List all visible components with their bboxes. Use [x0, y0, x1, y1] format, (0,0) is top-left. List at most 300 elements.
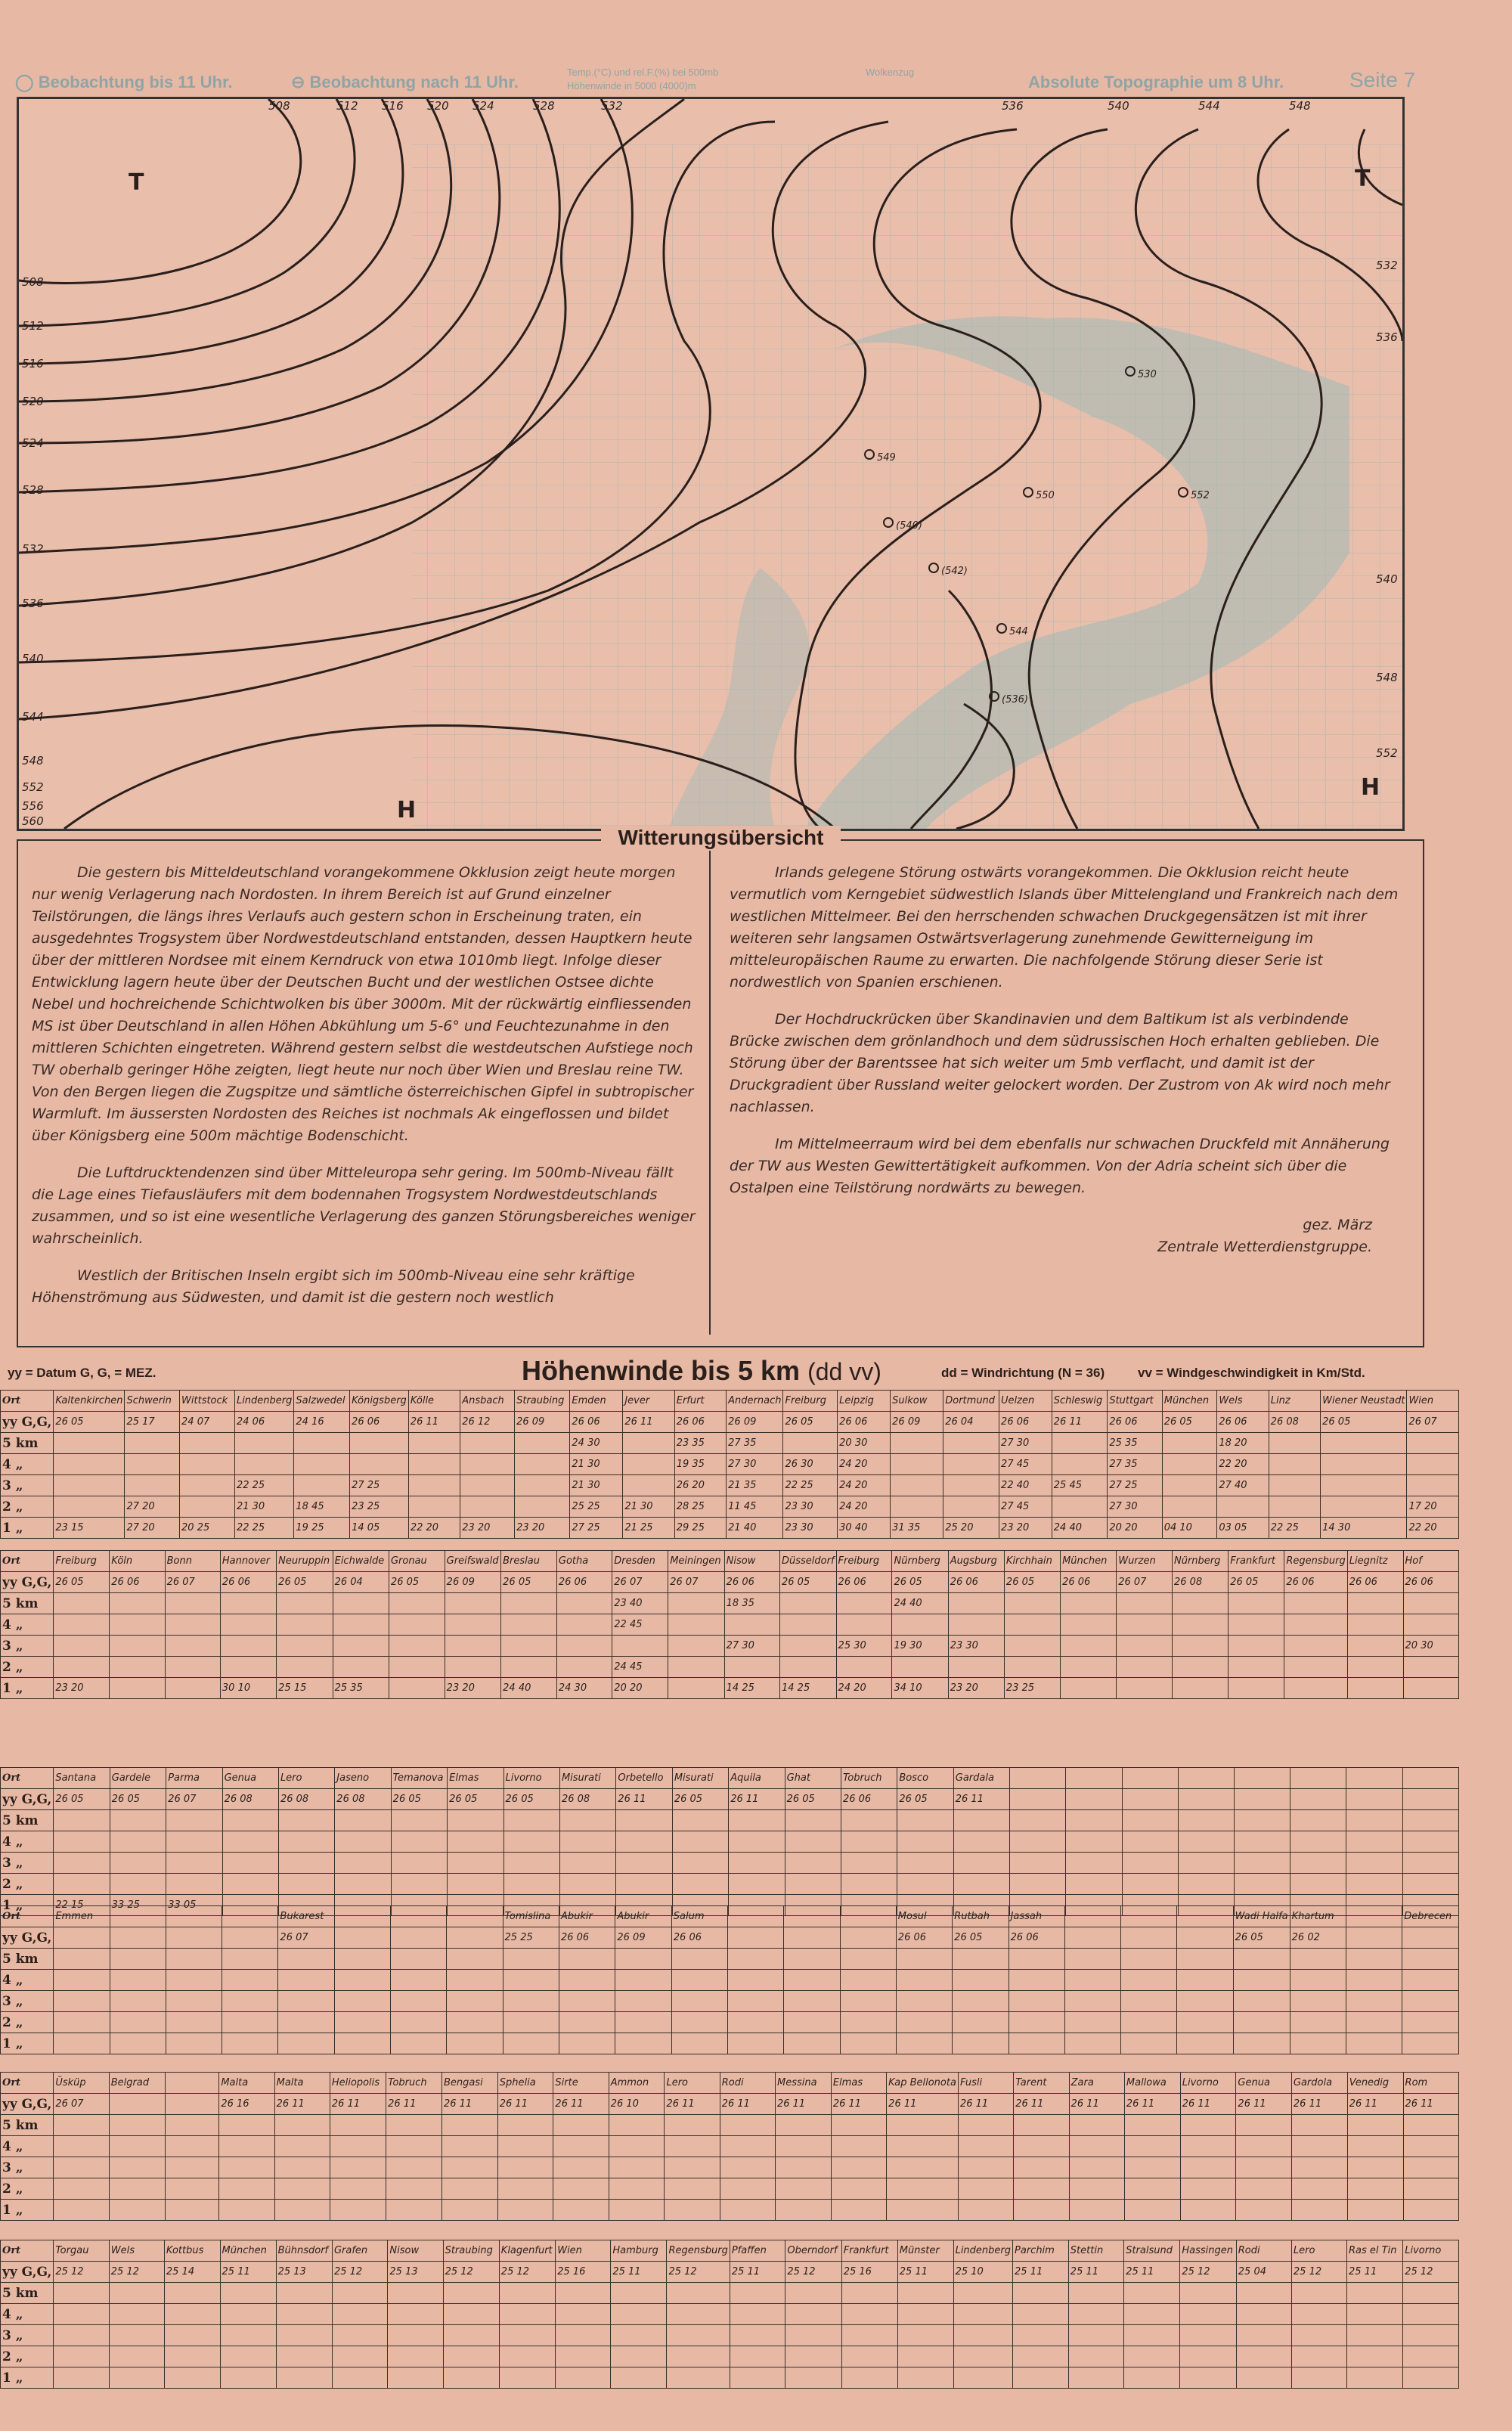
wind-value [1346, 1810, 1402, 1831]
wind-value [616, 1874, 672, 1895]
wind-value [720, 2157, 775, 2178]
wind-value [350, 1433, 409, 1454]
wind-value [1403, 2283, 1459, 2304]
wind-value: 27 30 [999, 1433, 1052, 1454]
station-name [1346, 1906, 1402, 1927]
wind-value [234, 1454, 293, 1475]
wind-value [1124, 2178, 1180, 2200]
wind-value [1180, 2283, 1236, 2304]
station-name: Wels [109, 2240, 164, 2262]
station-date: 25 11 [897, 2262, 953, 2283]
wind-value: 18 20 [1217, 1433, 1269, 1454]
wind-value [1066, 1831, 1122, 1853]
wind-value [1347, 2157, 1403, 2178]
wind-value [54, 1657, 110, 1678]
table-row [1, 1475, 1459, 1496]
station-date: 26 11 [887, 2094, 959, 2115]
row-label: 3 „ [1, 2325, 54, 2346]
station-date: 26 06 [110, 1572, 165, 1593]
station-value: (540) [896, 520, 922, 532]
wind-value [447, 1970, 503, 1991]
row-label: yy G,G, [1, 2094, 54, 2115]
wind-value [408, 1496, 460, 1518]
contour-label-top: 544 [1198, 99, 1220, 113]
row-label: Ort [1, 1551, 54, 1572]
station-date [784, 1927, 840, 1949]
table-row [1, 1593, 1459, 1614]
table-row [1, 1768, 1459, 1789]
wind-value [389, 1657, 445, 1678]
station-name: Tobruch [386, 2073, 442, 2094]
station-name: Rodi [720, 2073, 775, 2094]
wind-value: 14 25 [780, 1678, 837, 1699]
wind-value [665, 2157, 720, 2178]
wind-value [1180, 2157, 1236, 2178]
wind-value [443, 2367, 499, 2389]
wind-value [515, 1475, 570, 1496]
station-date: 26 07 [668, 1572, 724, 1593]
wind-value [442, 2200, 497, 2221]
wind-value [780, 1657, 837, 1678]
wind-value [831, 2157, 886, 2178]
station-date: 25 11 [1124, 2262, 1180, 2283]
wind-value: 24 45 [612, 1657, 668, 1678]
wind-value [1177, 2033, 1233, 2054]
station-date: 25 12 [785, 2262, 841, 2283]
wind-value [668, 1593, 724, 1614]
wind-value: 27 20 [125, 1496, 180, 1518]
station-name: Ansbach [460, 1391, 515, 1412]
summary-left-column [32, 862, 697, 1324]
wind-value [1014, 2157, 1069, 2178]
wind-value [220, 1657, 276, 1678]
station-date: 26 07 [1407, 1412, 1459, 1433]
station-date [1064, 1927, 1120, 1949]
weather-map [17, 97, 1405, 831]
wind-value: 23 25 [350, 1496, 409, 1518]
wind-value [667, 2325, 730, 2346]
contour-label-left: 524 [22, 436, 44, 450]
wind-value [953, 1991, 1009, 2012]
wind-value [54, 2325, 109, 2346]
wind-value [388, 2325, 443, 2346]
wind-value [110, 1657, 165, 1678]
wind-value [1009, 1970, 1064, 1991]
wind-value [831, 2136, 886, 2157]
station-name: Santana [54, 1768, 110, 1789]
wind-value [953, 1810, 1009, 1831]
wind-value [125, 1433, 180, 1454]
station-name: Köln [110, 1551, 165, 1572]
wind-value [443, 2304, 499, 2325]
wind-value [729, 1831, 785, 1853]
wind-value [1284, 1678, 1347, 1699]
wind-value [391, 2012, 447, 2033]
wind-value [278, 1991, 334, 2012]
wind-value: 17 20 [1407, 1496, 1459, 1518]
wind-value [953, 1949, 1009, 1970]
row-label: 2 „ [1, 2346, 54, 2367]
station-date: 26 06 [1403, 1572, 1458, 1593]
wind-value [166, 1874, 222, 1895]
station-date: 26 06 [999, 1412, 1052, 1433]
wind-value [501, 1614, 557, 1636]
wind-value [333, 1657, 389, 1678]
wind-value [1122, 1853, 1178, 1874]
wind-value [1014, 2136, 1069, 2157]
wind-value [389, 1678, 445, 1699]
station-date: 25 12 [109, 2262, 164, 2283]
station-date: 26 06 [1284, 1572, 1347, 1593]
wind-value [1180, 2115, 1236, 2136]
wind-value [54, 2115, 109, 2136]
wind-value [556, 2283, 611, 2304]
wind-value [785, 1853, 841, 1874]
station-date: 26 06 [948, 1572, 1004, 1593]
wind-value [1172, 1657, 1228, 1678]
wind-value [276, 2367, 332, 2389]
table-row [1, 1614, 1459, 1636]
station-date: 25 16 [556, 2262, 611, 2283]
wind-value [443, 2325, 499, 2346]
wind-value [443, 2283, 499, 2304]
station-name: Erfurt [674, 1391, 726, 1412]
station-name: Gotha [556, 1551, 612, 1572]
wind-value [54, 1454, 125, 1475]
wind-value [330, 2200, 386, 2221]
table-row [1, 1853, 1459, 1874]
wind-value [109, 2115, 165, 2136]
wind-value [1009, 1991, 1064, 2012]
wind-value [54, 2283, 109, 2304]
wind-value [335, 1874, 391, 1895]
wind-value [54, 2304, 109, 2325]
wind-value [389, 1636, 445, 1657]
wind-value [623, 1433, 674, 1454]
station-name: München [1061, 1551, 1117, 1572]
wind-value [166, 1831, 222, 1853]
wind-value [448, 1810, 503, 1831]
wind-value [953, 2325, 1012, 2346]
station-date [1346, 1927, 1402, 1949]
station-date: 26 11 [831, 2094, 886, 2115]
wind-value [1178, 1874, 1234, 1895]
wind-value: 26 20 [674, 1475, 726, 1496]
station-date [166, 1927, 222, 1949]
wind-value [220, 1636, 276, 1657]
wind-value [1402, 1874, 1458, 1895]
wind-value [943, 1454, 999, 1475]
obs-after-legend: ⊖ Beobachtung nach 11 Uhr. [291, 73, 519, 91]
station-date: 26 09 [515, 1412, 570, 1433]
station-date: 26 05 [1162, 1412, 1217, 1433]
winds-header [0, 1352, 1512, 1390]
wind-value [330, 2157, 386, 2178]
wind-value [274, 2178, 330, 2200]
wind-value [330, 2115, 386, 2136]
table-row [1, 1518, 1459, 1539]
wind-value [1403, 2304, 1459, 2325]
wind-value [1061, 1614, 1117, 1636]
station-name: Lero [278, 1768, 334, 1789]
station-value: 550 [1036, 490, 1055, 501]
wind-value [1228, 1614, 1284, 1636]
station-date [222, 1927, 278, 1949]
wind-value: 22 45 [612, 1614, 668, 1636]
station-name: Ghat [785, 1768, 841, 1789]
wind-value [784, 1991, 840, 2012]
station-name: Rom [1403, 2073, 1458, 2094]
wind-value [775, 2200, 831, 2221]
wind-value [1122, 1810, 1178, 1831]
wind-value [1290, 1991, 1346, 2012]
wind-value: 27 45 [999, 1496, 1052, 1518]
station-date: 26 11 [1052, 1412, 1108, 1433]
wind-value [1061, 1678, 1117, 1699]
wind-value [54, 1810, 110, 1831]
contour-label-top: 520 [427, 99, 449, 113]
row-label: 3 „ [1, 1636, 54, 1657]
station-name [447, 1906, 503, 1927]
wind-value: 21 30 [234, 1496, 293, 1518]
wind-value [1064, 2033, 1120, 2054]
wind-value [1284, 1593, 1347, 1614]
wind-value [110, 1874, 166, 1895]
wind-value [1236, 2304, 1291, 2325]
wind-value: 24 40 [1052, 1518, 1108, 1539]
contour-label-top: 548 [1289, 99, 1311, 113]
wind-value [294, 1475, 350, 1496]
wind-value [54, 1970, 110, 1991]
station-name: Orbetello [616, 1768, 672, 1789]
wind-value: 25 35 [333, 1678, 389, 1699]
station-date: 26 06 [1108, 1412, 1162, 1433]
wind-value [166, 1949, 222, 1970]
wind-value [611, 2283, 667, 2304]
wind-value [841, 1853, 897, 1874]
wind-value [728, 1991, 784, 2012]
page-number: Seite 7 [1349, 68, 1416, 91]
signature-org: Zentrale Wetterdienstgruppe. [1157, 1239, 1372, 1255]
wind-value [109, 2200, 165, 2221]
station-name: Debrecen [1402, 1906, 1459, 1927]
wind-value [334, 1991, 390, 2012]
wind-value [887, 2136, 959, 2157]
station-name: Linz [1269, 1391, 1320, 1412]
table-row [1, 1657, 1459, 1678]
station-date: 26 05 [54, 1412, 125, 1433]
wind-value [334, 1949, 390, 1970]
wind-value [953, 2367, 1012, 2389]
wind-value [180, 1475, 235, 1496]
wind-value [720, 2136, 775, 2157]
wind-value [948, 1593, 1004, 1614]
wind-table [0, 2072, 1459, 2221]
station-name: Misurati [559, 1768, 615, 1789]
station-name: Frankfurt [841, 2240, 897, 2262]
wind-value [110, 1970, 166, 1991]
wind-value [1403, 2346, 1459, 2367]
wind-value [897, 1810, 953, 1831]
wind-value [125, 1454, 180, 1475]
wind-value [1061, 1657, 1117, 1678]
station-name: Stralsund [1124, 2240, 1180, 2262]
wind-value [1290, 2033, 1346, 2054]
wind-value [109, 2136, 165, 2157]
wind-value: 22 20 [1407, 1518, 1459, 1539]
wind-value: 23 30 [948, 1636, 1004, 1657]
wind-value: 21 40 [727, 1518, 783, 1539]
station-date [1402, 1789, 1458, 1810]
wind-value [1236, 2200, 1291, 2221]
row-label: 2 „ [1, 2012, 54, 2033]
wind-value [110, 1593, 165, 1614]
wind-table [0, 1905, 1459, 2054]
table-row [1, 1906, 1459, 1927]
station-name: Nisow [388, 2240, 443, 2262]
wind-value [665, 2178, 720, 2200]
wind-value [1236, 2346, 1291, 2367]
wind-value [887, 2178, 959, 2200]
wind-value [887, 2200, 959, 2221]
wind-value [729, 1874, 785, 1895]
wind-value [785, 2304, 841, 2325]
wind-value [386, 2200, 442, 2221]
wind-value [1162, 1496, 1217, 1518]
wind-value [609, 2178, 665, 2200]
wind-value [1347, 2325, 1403, 2346]
table-row [1, 2283, 1459, 2304]
wind-value [785, 1874, 841, 1895]
wind-value [515, 1454, 570, 1475]
station-date: 26 05 [783, 1412, 838, 1433]
table-row [1, 1433, 1459, 1454]
wind-value [836, 1657, 892, 1678]
row-label: Ort [1, 1768, 54, 1789]
station-date: 25 12 [1180, 2262, 1236, 2283]
wind-value [278, 1874, 334, 1895]
wind-value [831, 2178, 886, 2200]
wind-value [503, 1991, 559, 2012]
wind-value [730, 2346, 785, 2367]
wind-value [350, 1454, 409, 1475]
wind-value [1402, 1831, 1458, 1853]
wind-value [388, 2367, 443, 2389]
station-date: 26 05 [503, 1789, 559, 1810]
station-name: Königsberg [350, 1391, 409, 1412]
wind-value [222, 1853, 278, 1874]
wind-value [499, 2346, 555, 2367]
wind-value [109, 2157, 165, 2178]
station-date: 25 11 [220, 2262, 276, 2283]
station-name: München [1162, 1391, 1217, 1412]
station-date [1066, 1789, 1122, 1810]
wind-value [447, 1991, 503, 2012]
wind-value [220, 2346, 276, 2367]
row-label: Ort [1, 1906, 54, 1927]
station-date: 25 13 [388, 2262, 443, 2283]
station-date: 26 11 [553, 2094, 609, 2115]
wind-value [671, 1970, 727, 1991]
station-date [728, 1927, 784, 1949]
row-label: 3 „ [1, 2157, 54, 2178]
wind-value [1172, 1678, 1228, 1699]
wind-value: 21 30 [623, 1496, 674, 1518]
wind-value [278, 1853, 334, 1874]
wind-value [831, 2200, 886, 2221]
wind-value [1269, 1433, 1320, 1454]
station-date: 26 11 [1069, 2094, 1124, 2115]
wind-value [836, 1593, 892, 1614]
wind-value [277, 1593, 333, 1614]
station-name: Kottbus [164, 2240, 220, 2262]
station-name: Hassingen [1180, 2240, 1236, 2262]
wind-value [515, 1496, 570, 1518]
station-date: 25 11 [611, 2262, 667, 2283]
wind-value [1009, 2012, 1064, 2033]
wind-value [503, 1831, 559, 1853]
obs-after-label: Beobachtung nach 11 Uhr. [309, 73, 519, 91]
wind-value [953, 2283, 1012, 2304]
wind-value [166, 1991, 222, 2012]
station-name: Wels [1217, 1391, 1269, 1412]
wind-value [775, 2115, 831, 2136]
wind-value [671, 1949, 727, 1970]
station-date: 25 25 [503, 1927, 559, 1949]
wind-value [948, 1657, 1004, 1678]
station-date: 26 11 [1180, 2094, 1236, 2115]
wind-value [1403, 2325, 1459, 2346]
wind-value: 28 25 [674, 1496, 726, 1518]
station-name: Fusli [958, 2073, 1013, 2094]
wind-value [1061, 1593, 1117, 1614]
wind-value [1121, 1949, 1177, 1970]
wind-value [667, 2367, 730, 2389]
station-name: Eichwalde [333, 1551, 389, 1572]
station-name: Sphelia [497, 2073, 553, 2094]
wind-value [668, 1657, 724, 1678]
wind-value [1291, 2346, 1346, 2367]
wind-value [896, 1991, 952, 2012]
wind-value [953, 1853, 1009, 1874]
wind-value [553, 2136, 609, 2157]
wind-value [724, 1614, 779, 1636]
row-label: 5 km [1, 1433, 54, 1454]
station-date: 25 10 [953, 2262, 1012, 2283]
low-marker: T [1355, 166, 1371, 192]
wind-value [623, 1454, 674, 1475]
wind-value [559, 1874, 615, 1895]
station-date: 26 05 [54, 1789, 110, 1810]
wind-value [785, 2283, 841, 2304]
station-name: Nürnberg [892, 1551, 948, 1572]
wind-value [274, 2200, 330, 2221]
station-name: Messina [775, 2073, 831, 2094]
wind-value [840, 1970, 896, 1991]
station-name: Jever [623, 1391, 674, 1412]
wind-table [0, 1390, 1459, 1539]
wind-value: 03 05 [1217, 1518, 1269, 1539]
wind-value [729, 1810, 785, 1831]
station-name: Bonn [165, 1551, 220, 1572]
wind-value [54, 1853, 110, 1874]
station-name: Livorno [1180, 2073, 1236, 2094]
winds-speed-note: vv = Windgeschwindigkeit in Km/Std. [1138, 1366, 1365, 1380]
station-name: Hof [1403, 1551, 1458, 1572]
contour-label-right: 548 [1376, 671, 1398, 684]
wind-value: 24 20 [838, 1454, 891, 1475]
wind-value [1064, 1991, 1120, 2012]
